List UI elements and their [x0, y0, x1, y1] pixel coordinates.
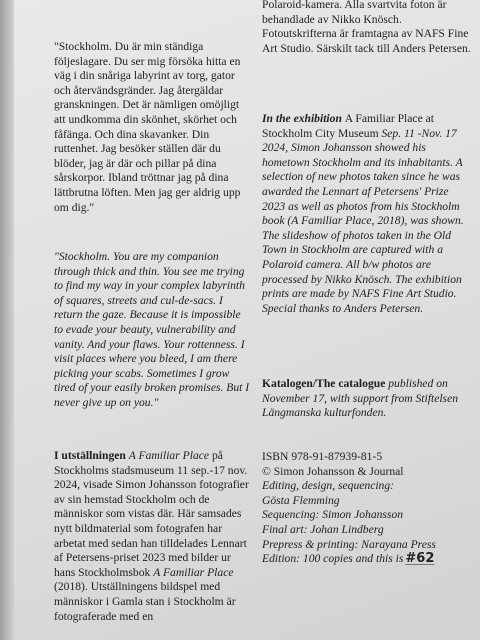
- exhibition-english-lead: In the exhibition: [262, 112, 342, 125]
- credit-prepress: Prepress & printing: Narayana Press: [262, 537, 436, 551]
- exhibition-english-text: Sep. 11 -Nov. 17 2024, Simon Johansson showed his hometown Stockholm and its inhabitants. A selection of new photos taken since he was awarded the Lennart af Petersens' Prize 2023 as well as photos from his Stockholm book (A Familiar Place, 2018), was shown. The slideshow of photos taken in the Old Town in Stockholm are captured with a Polaroid camera. All b/w photos are processed by Nikko Knösch. The exhibition prints are made by NAFS Fine Art Studio. Special thanks to Anders Petersen.: [262, 126, 464, 315]
- catalogue-text: published on November 17, with support from Stiftelsen Längmanska kulturfonden.: [262, 377, 459, 420]
- book-page: [14, 0, 480, 640]
- exhibition-swedish-title: A Familiar Place: [128, 449, 210, 462]
- exhibition-english-block: [262, 112, 474, 316]
- exhibition-swedish-text-2: (2018). Utställningens bildspel med människor i Gamla stan i Stockholm är fotograferade med en: [54, 580, 236, 623]
- catalogue-block: [262, 377, 474, 421]
- exhibition-swedish-lead: I utställningen: [54, 449, 126, 462]
- swedish-quote-block: [54, 40, 250, 215]
- exhibition-english-paragraph: [262, 112, 474, 316]
- credit-editing-name: Gösta Flemming: [262, 493, 340, 507]
- swedish-continuation-block: [262, 0, 474, 56]
- catalogue-paragraph: [262, 377, 474, 421]
- swedish-continuation: Polaroid-kamera. Alla svartvita foton är behandlade av Nikko Knösch. Fotoutskrifterna är framtagna av NAFS Fine Art Studio. Särskilt tack till Anders Petersen.: [262, 0, 471, 55]
- isbn: ISBN 978-91-87939-81-5: [262, 450, 383, 463]
- exhibition-swedish-paragraph: [54, 449, 250, 624]
- english-quote-block: [54, 250, 250, 411]
- exhibition-swedish-block: [54, 449, 250, 624]
- copyright: © Simon Johansson & Journal: [262, 464, 404, 478]
- credit-editing: Editing, design, sequencing:: [262, 479, 395, 493]
- credit-sequencing: Sequencing: Simon Johansson: [262, 508, 404, 522]
- edition-number-handwritten: #62: [405, 551, 435, 567]
- colophon-block: [262, 450, 474, 567]
- catalogue-lead: Katalogen/The catalogue: [262, 377, 386, 390]
- exhibition-swedish-text-1: på Stockholms stadsmuseum 11 sep.-17 nov. 2024, visade Simon Johansson fotografier av sin hemstad Stockholm och de människor som vistas där. Här samsades nytt bildmaterial som fotografen har arbetat med sedan han tilldelades Lennart af Petersens-priset 2023 med bilder ur hans Stockholmsbok: [54, 449, 249, 579]
- swedish-quote: "Stockholm. Du är min ständiga följeslagare. Du ser mig försöka hitta en väg i din snåriga labyrint av torg, gator och återvändsgränder. Jag återgäldar granskningen. Det är nämligen omöjligt att undkomma din skönhet, skörhet och fåfänga. Och dina skavanker. Din ruttenhet. Jag besöker ställen där du blöder, jag är där och pillar på dina sårskorpor. Ibland tröttnar jag på dina lättbrutna löften. Men jag ger aldrig upp om dig.": [54, 40, 241, 214]
- credit-final-art: Final art: Johan Lindberg: [262, 522, 384, 536]
- english-quote: "Stockholm. You are my companion through thick and thin. You see me trying to find my way in your complex labyrinth of squares, streets and cul-de-sacs. I return the gaze. Because it is impossible to evade your beauty, vulnerability and vanity. And your flaws. Your rottenness. I visit places where you bleed, I am there picking your scabs. Sometimes I grow tired of your easily broken promises. But I never give up on you.": [54, 250, 250, 409]
- exhibition-english-title: A Familiar Place at Stockholm City Museum: [262, 112, 434, 140]
- exhibition-swedish-book-title: A Familiar Place: [153, 565, 234, 579]
- edition-line: [262, 552, 474, 567]
- edition-text: Edition: 100 copies and this is: [262, 552, 404, 566]
